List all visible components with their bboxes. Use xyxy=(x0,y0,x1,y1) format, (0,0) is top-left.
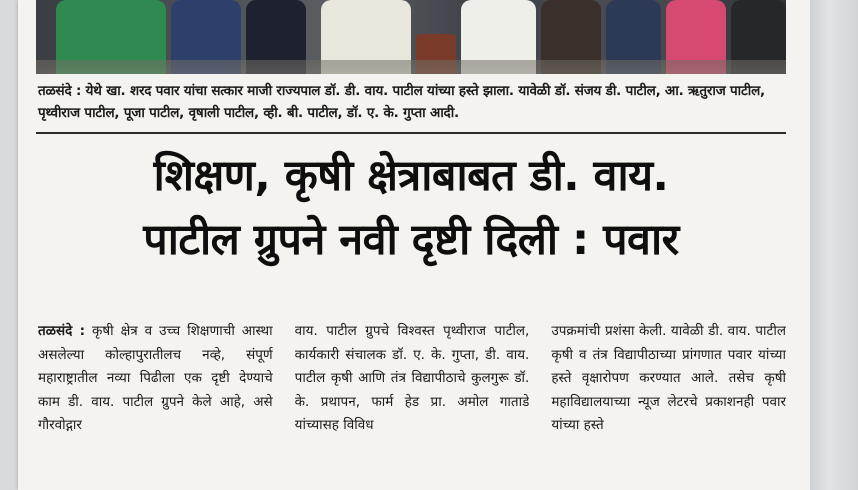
article-place: तळसंदे : xyxy=(38,323,86,339)
article-column-2-text: वाय. पाटील ग्रुपचे विश्वस्त पृथ्वीराज पाटील, कार्यकारी संचालक डॉ. ए. के. गुप्ता, डी. वाय. पाटील कृषी आणि तंत्र विद्यापीठाचे कुलगुरू डॉ. के. प्रथापन, फार्म हेड प्रा. अमोल गाताडे यांच्यासह विविध xyxy=(294,323,530,433)
article-column-1-text: कृषी क्षेत्र व उच्च शिक्षणाची आस्था असलेल्या कोल्हापुरातीलच नव्हे, संपूर्ण महाराष्ट्रातील नव्या पिढीला एक दृष्टी देण्याचे काम डी. वाय. पाटील ग्रुपने केले आहे, असे गौरवोद्गार xyxy=(38,323,273,433)
caption-text: येथे खा. शरद पवार यांचा सत्कार माजी राज्यपाल डॉ. डी. वाय. पाटील यांच्या हस्ते झाला. यावेळी डॉ. संजय डी. पाटील, आ. ऋतुराज पाटील, पृथ्वीराज पाटील, पूजा पाटील, वृषाली पाटील, व्ही. बी. पाटील, डॉ. ए. के. गुप्ता आदी. xyxy=(38,83,765,121)
photo-floor xyxy=(36,60,786,74)
headline-line-1: शिक्षण, कृषी क्षेत्राबाबत डी. वाय. xyxy=(153,151,669,201)
divider-rule xyxy=(36,132,786,134)
headline xyxy=(36,144,786,272)
article-column-3 xyxy=(551,320,786,490)
background-edge xyxy=(810,0,858,490)
caption-place: तळसंदे : xyxy=(38,83,82,99)
group-photo xyxy=(36,0,786,74)
photo-caption xyxy=(38,80,786,124)
article-column-3-text: उपक्रमांची प्रशंसा केली. यावेळी डी. वाय. पाटील कृषी व तंत्र विद्यापीठाच्या प्रांगणात पवार यांच्या हस्ते वृक्षारोपण करण्यात आले. तसेच कृषी महाविद्यालयाच्या न्यूज लेटरचे प्रकाशनही पवार यांच्या हस्ते xyxy=(551,323,787,433)
article-column-1 xyxy=(38,320,273,490)
article-column-2 xyxy=(295,320,530,490)
article-body xyxy=(38,320,786,490)
headline-line-2: पाटील ग्रुपने नवी दृष्टी दिली : पवार xyxy=(143,215,679,265)
